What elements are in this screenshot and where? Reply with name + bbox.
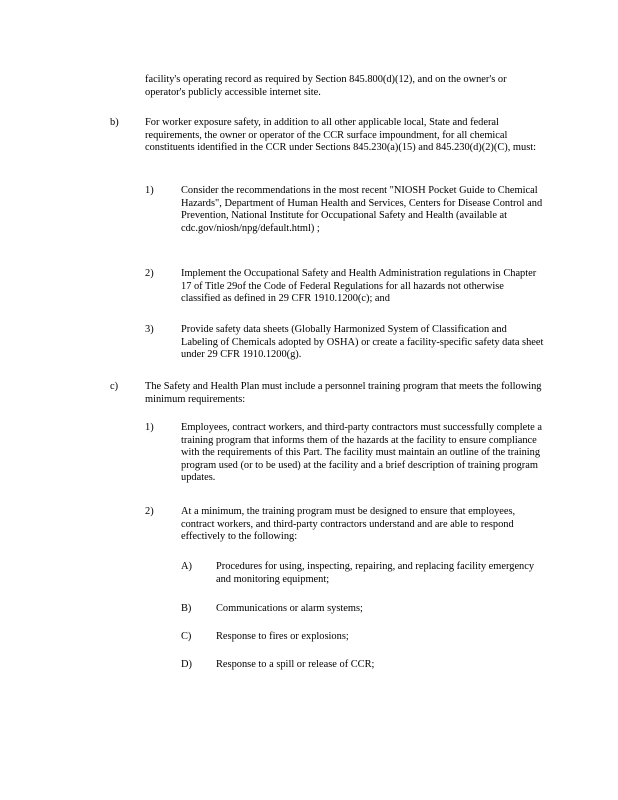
- section-c-label: c): [110, 381, 119, 392]
- subitem-c2a-text: Procedures for using, inspecting, repairing, and replacing facility emergency and monitoring equipment;: [216, 561, 535, 585]
- subitem-c2d-text: Response to a spill or release of CCR;: [216, 659, 375, 670]
- section-c-text: The Safety and Health Plan must include a personnel training program that meets the following minimum requirements:: [145, 381, 542, 405]
- section-b-label: b): [110, 117, 119, 128]
- item-c2-text: At a minimum, the training program must be designed to ensure that employees, contract workers, and third-party contractors understand and are able to respond effectively to the following:: [181, 506, 516, 543]
- subitem-c2c-text: Response to fires or explosions;: [216, 631, 349, 642]
- subitem-c2a-label: A): [181, 561, 192, 572]
- item-b3-text: Provide safety data sheets (Globally Harmonized System of Classification and Labeling of Chemicals adopted by OSHA) or create a facility-specific safety data sheet under 29 CFR 1910.1200(g).: [181, 324, 544, 361]
- item-c2-label: 2): [145, 506, 154, 517]
- subitem-c2c-label: C): [181, 631, 192, 642]
- continuation-paragraph: facility's operating record as required by Section 845.800(d)(12), and on the owner's or operator's publicly accessible internet site.: [145, 74, 507, 98]
- item-b1-label: 1): [145, 185, 154, 196]
- subitem-c2b-text: Communications or alarm systems;: [216, 603, 363, 614]
- item-b2-label: 2): [145, 268, 154, 279]
- subitem-c2d-label: D): [181, 659, 192, 670]
- item-b3-label: 3): [145, 324, 154, 335]
- item-b2-text: Implement the Occupational Safety and Health Administration regulations in Chapter 17 of Title 29of the Code of Federal Regulations for all hazards not otherwise classified as defined in 29 CFR 1910.1200(c); and: [181, 268, 537, 305]
- item-c1-text: Employees, contract workers, and third-party contractors must successfully complete a training program that informs them of the hazards at the facility to ensure compliance with the requirements of this Part. The facility must maintain an outline of the training program used (or to be used) at the facility and a brief description of training program updates.: [181, 422, 542, 484]
- item-b1-text: Consider the recommendations in the most recent "NIOSH Pocket Guide to Chemical Hazards", Department of Human Health and Services, Centers for Disease Control and Prevention, National Institute for Occupational Safety and Health (available at cdc.gov/niosh/npg/default.html) ;: [181, 185, 543, 234]
- item-c1-label: 1): [145, 422, 154, 433]
- subitem-c2b-label: B): [181, 603, 192, 614]
- section-b-text: For worker exposure safety, in addition to all other applicable local, State and federal requirements, the owner or operator of the CCR surface impoundment, for all chemical constituents identified in the CCR under Sections 845.230(a)(15) and 845.230(d)(2)(C), must:: [145, 117, 537, 154]
